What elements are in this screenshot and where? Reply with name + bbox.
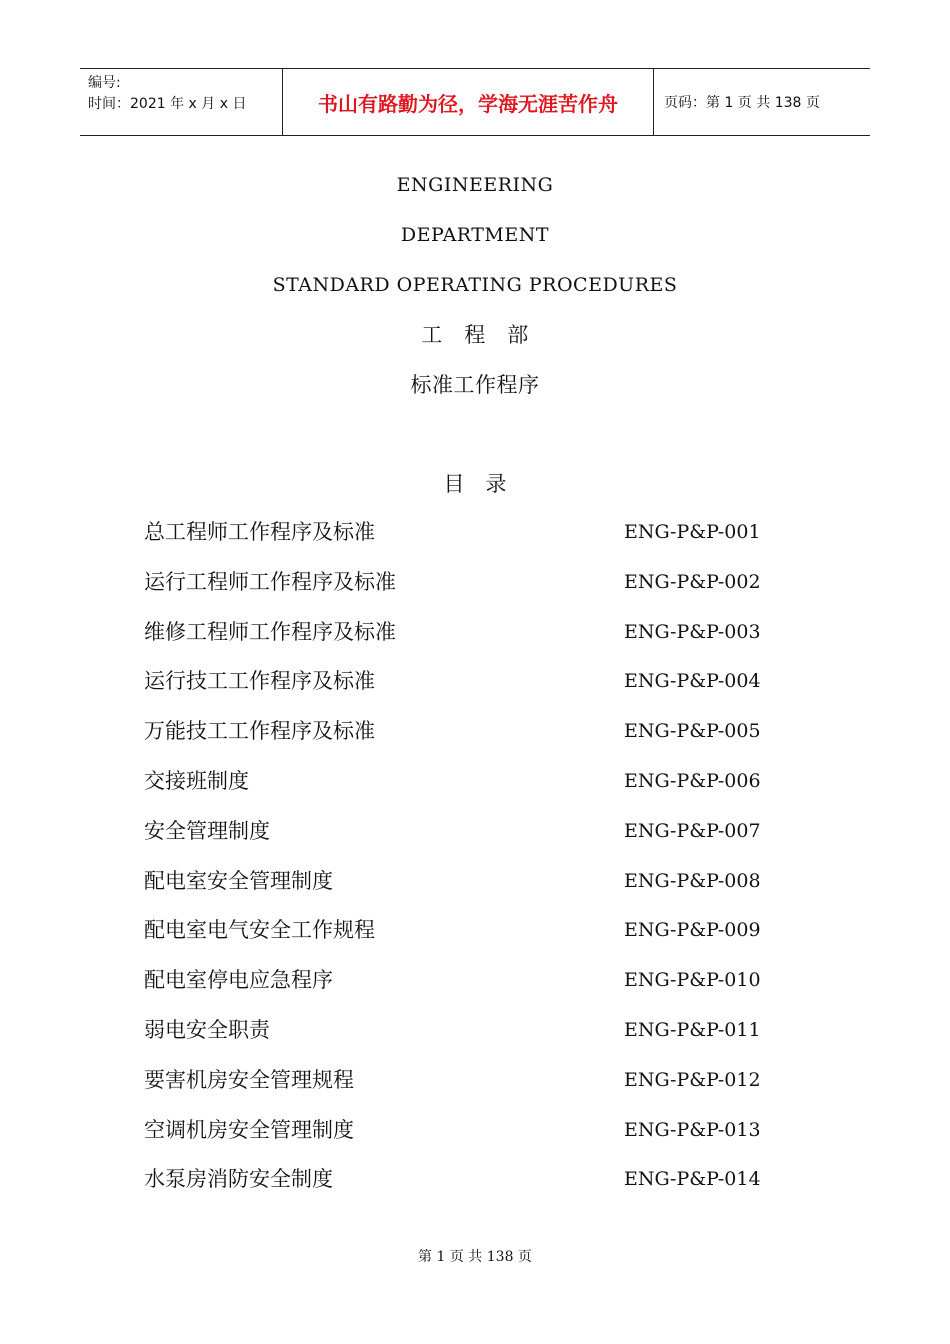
toc-item-title: 弱电安全职责 <box>144 1017 270 1042</box>
toc-item-code: ENG-P&P-007 <box>624 819 761 842</box>
toc-item-title: 万能技工工作程序及标准 <box>144 719 375 744</box>
toc-item-title: 要害机房安全管理规程 <box>144 1067 354 1092</box>
toc-item-title: 安全管理制度 <box>144 818 270 843</box>
toc-item-title: 水泵房消防安全制度 <box>144 1167 333 1192</box>
title-line-department: DEPARTMENT <box>400 224 550 246</box>
toc-item-code: ENG-P&P-009 <box>624 919 761 942</box>
toc-item-code: ENG-P&P-010 <box>624 969 761 992</box>
toc-item-code: ENG-P&P-003 <box>624 620 761 643</box>
page-info: 页码：第 1 页 共 138 页 <box>664 95 820 111</box>
toc-item-code: ENG-P&P-001 <box>624 521 761 543</box>
toc-item <box>144 1116 804 1166</box>
toc-item-title: 配电室停电应急程序 <box>144 968 333 993</box>
title-line-sop-cn: 标准工作程序 <box>410 373 540 397</box>
toc-item-title: 空调机房安全管理制度 <box>144 1117 354 1142</box>
header-left-cell <box>80 69 282 135</box>
toc-item-title: 运行技工工作程序及标准 <box>144 669 375 694</box>
toc-item <box>144 966 804 1016</box>
toc-item <box>144 518 804 568</box>
header-right-cell <box>654 69 870 135</box>
motto: 书山有路勤为径，学海无涯苦作舟 <box>318 91 618 116</box>
toc-item-code: ENG-P&P-005 <box>624 720 761 743</box>
toc-item-title: 运行工程师工作程序及标准 <box>144 569 396 594</box>
toc-item-title: 配电室安全管理制度 <box>144 868 333 893</box>
page-footer: 第 1 页 共 138 页 <box>418 1249 532 1265</box>
toc-item-code: ENG-P&P-012 <box>624 1068 761 1091</box>
toc-item-title: 总工程师工作程序及标准 <box>144 520 375 544</box>
toc-item <box>144 867 804 917</box>
toc-item-code: ENG-P&P-014 <box>624 1168 761 1191</box>
toc-item-title: 交接班制度 <box>144 768 249 793</box>
header-middle-cell <box>282 69 654 135</box>
page-header <box>80 68 870 136</box>
title-line-dept-cn: 工 程 部 <box>421 323 529 347</box>
toc-item-code: ENG-P&P-004 <box>624 670 761 693</box>
toc-item-code: ENG-P&P-013 <box>624 1118 761 1141</box>
toc-item <box>144 717 804 767</box>
toc-item-code: ENG-P&P-002 <box>624 570 761 593</box>
title-line-sop: STANDARD OPERATING PROCEDURES <box>272 274 678 296</box>
title-line-engineering: ENGINEERING <box>396 174 554 196</box>
toc-item-title: 配电室电气安全工作规程 <box>144 918 375 943</box>
toc-item-code: ENG-P&P-011 <box>624 1018 761 1041</box>
toc-heading: 目 录 <box>443 472 507 496</box>
document-titles <box>0 172 950 422</box>
toc-item-code: ENG-P&P-006 <box>624 769 761 792</box>
toc-item-title: 维修工程师工作程序及标准 <box>144 619 396 644</box>
toc-item <box>144 916 804 966</box>
toc-item <box>144 667 804 717</box>
toc-item-code: ENG-P&P-008 <box>624 869 761 892</box>
toc-item <box>144 817 804 867</box>
toc-item <box>144 1016 804 1066</box>
number-label: 编号: <box>88 75 121 91</box>
toc-item <box>144 618 804 668</box>
toc-item <box>144 767 804 817</box>
toc-item <box>144 1165 804 1215</box>
toc-item <box>144 568 804 618</box>
toc-item <box>144 1066 804 1116</box>
table-of-contents <box>144 518 804 1215</box>
date-text: 时间：2021 年 x 月 x 日 <box>88 96 247 112</box>
